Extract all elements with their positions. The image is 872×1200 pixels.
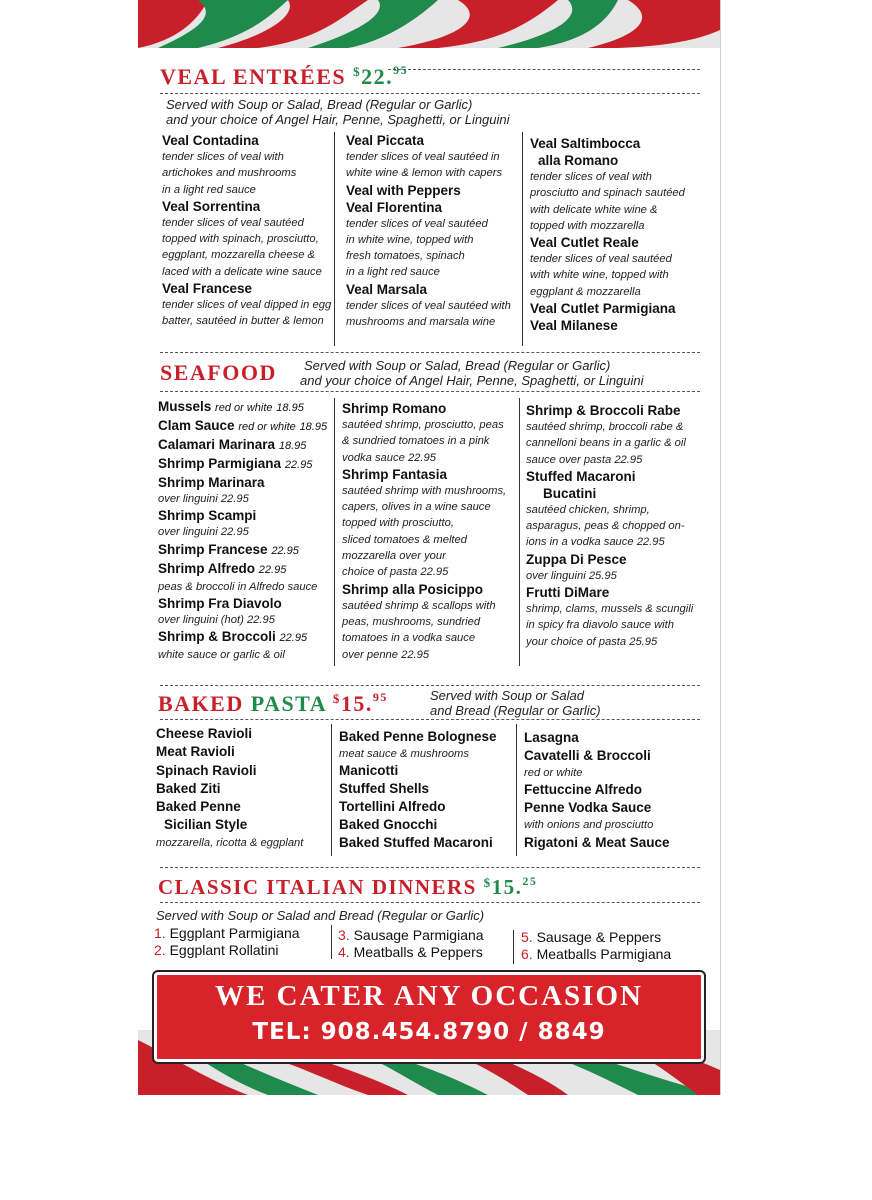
menu-item-name: Veal Francese (162, 281, 253, 297)
item-description: sautéed shrimp, prosciutto, peas (342, 419, 504, 431)
menu-item-name: Shrimp Fantasia (342, 466, 448, 482)
menu-item-name: Manicotti (339, 763, 399, 779)
baked-subtitle-line2: and Bread (Regular or Garlic) (430, 703, 601, 718)
menu-item-name: Veal Contadina (162, 133, 259, 148)
column-divider (516, 724, 517, 856)
catering-headline: WE CATER ANY OCCASION (215, 980, 643, 1012)
baked-column-2 (339, 728, 521, 852)
item-description: white sauce or garlic & oil (158, 649, 285, 662)
veal-column-1 (162, 132, 334, 330)
item-description: red or white (524, 767, 583, 779)
page-edge (720, 0, 721, 1095)
item-description: & sundried tomatoes in a pink (342, 435, 490, 448)
baked-column-3 (524, 729, 716, 852)
menu-item-name: Tortellini Alfredo (339, 799, 446, 815)
item-description: mozzarella, ricotta & eggplant (156, 836, 304, 849)
veal-served-with (166, 97, 510, 127)
item-description: tomatoes in a vodka sauce (342, 632, 476, 645)
item-description: fresh tomatoes, spinach (346, 250, 465, 263)
item-description: your choice of pasta 25.95 (526, 635, 658, 648)
divider (160, 902, 700, 903)
menu-item-name: Veal Florentina (346, 199, 443, 215)
baked-served-with (430, 688, 601, 718)
item-description: tender slices of veal with (530, 171, 652, 183)
menu-item-name: Veal Marsala (346, 281, 428, 297)
menu-item-name: Veal Piccata (346, 133, 425, 148)
item-description: mozzarella over your (342, 550, 446, 563)
menu-item-name: Cheese Ravioli (156, 726, 253, 741)
menu-item-name: Shrimp alla Posicippo (342, 581, 484, 597)
menu-item-name: Frutti DiMare (526, 585, 610, 601)
item-description: tender slices of veal with (162, 151, 284, 163)
item-description: peas & broccoli in Alfredo sauce (158, 580, 318, 593)
item-description: sliced tomatoes & melted (342, 533, 467, 546)
menu-item-name: Sicilian Style (164, 817, 248, 833)
menu-item-name: Baked Penne Bolognese (339, 729, 497, 744)
column-divider (331, 925, 332, 959)
seafood-column-3 (526, 402, 716, 650)
item-description: eggplant & mozzarella (530, 285, 641, 298)
veal-subtitle-line1: Served with Soup or Salad, Bread (Regular or Garlic) (166, 97, 473, 112)
classic-price: $15.25 (483, 874, 538, 899)
menu-item-name: Penne Vodka Sauce (524, 800, 652, 816)
item-description: laced with a delicate wine sauce (162, 265, 322, 278)
item-description: eggplant, mozzarella cheese & (162, 249, 315, 262)
item-description: over linguini 25.95 (526, 569, 617, 582)
item-description: choice of pasta 22.95 (342, 566, 449, 579)
menu-item-name: 3. Sausage Parmigiana (338, 927, 484, 943)
menu-item-name: 4. Meatballs & Peppers (338, 944, 483, 960)
item-description: in white wine, topped with (346, 233, 474, 246)
menu-item-name: alla Romano (538, 153, 619, 168)
menu-item-name: Baked Stuffed Macaroni (339, 835, 493, 851)
seafood-column-2 (342, 400, 522, 663)
menu-item-name: Spinach Ravioli (156, 762, 257, 778)
item-description: topped with spinach, prosciutto, (162, 233, 319, 246)
menu-item-name: Zuppa Di Pesce (526, 551, 627, 567)
item-description: sautéed shrimp & scallops with (342, 599, 496, 612)
menu-item-name: Stuffed Shells (339, 781, 430, 797)
item-description: sauce over pasta 22.95 (526, 453, 643, 466)
classic-served-with: Served with Soup or Salad and Bread (Regular or Garlic) (156, 908, 485, 923)
menu-item-name: Rigatoni & Meat Sauce (524, 834, 670, 850)
item-description: sautéed shrimp with mushrooms, (342, 484, 507, 497)
column-divider (522, 132, 523, 346)
seafood-section-title: SEAFOOD (160, 360, 277, 385)
seafood-served-with (300, 358, 644, 388)
veal-section-title: VEAL ENTRÉES $22.95 (160, 63, 409, 89)
menu-item-name: 1. Eggplant Parmigiana (154, 925, 300, 941)
menu-item-name: Mussels red or white 18.95 (158, 399, 304, 414)
divider (160, 685, 700, 686)
menu-item-name: 5. Sausage & Peppers (521, 929, 662, 945)
menu-item-name: 2. Eggplant Rollatini (154, 942, 279, 958)
column-divider (331, 724, 332, 856)
divider (388, 69, 700, 70)
menu-item-name: Veal Sorrentina (162, 198, 261, 214)
menu-item-name: Veal Milanese (530, 318, 618, 334)
menu-item-name: Shrimp Francese 22.95 (158, 541, 299, 557)
baked-column-1 (156, 725, 338, 851)
item-description: in a light red sauce (162, 183, 256, 196)
column-divider (334, 132, 335, 346)
column-divider (513, 930, 514, 964)
top-wave-banner (138, 0, 720, 48)
item-description: ions in a vodka sauce 22.95 (526, 536, 665, 549)
item-description: cannelloni beans in a garlic & oil (526, 437, 686, 450)
menu-item-name: Shrimp & Broccoli 22.95 (158, 629, 308, 645)
item-description: artichokes and mushrooms (162, 167, 297, 180)
classic-column-1 (154, 925, 338, 959)
item-description: over linguini 22.95 (158, 526, 249, 539)
item-description: shrimp, clams, mussels & scungili (526, 603, 694, 616)
item-description: meat sauce & mushrooms (339, 748, 469, 760)
divider (160, 391, 700, 392)
menu-item-name: Veal Cutlet Reale (530, 235, 639, 251)
catering-banner (154, 972, 704, 1062)
seafood-subtitle-line2: and your choice of Angel Hair, Penne, Spaghetti, or Linguini (300, 373, 644, 388)
seafood-column-1 (158, 398, 336, 663)
menu-item-name: Shrimp Romano (342, 401, 447, 416)
item-description: with onions and prosciutto (524, 819, 654, 832)
item-description: over linguini 22.95 (158, 493, 249, 505)
menu-item-name: Stuffed Macaroni (526, 468, 636, 484)
menu-item-name: Cavatelli & Broccoli (524, 748, 651, 763)
menu-item-name: Lasagna (524, 730, 579, 745)
item-description: mushrooms and marsala wine (346, 316, 496, 329)
item-description: peas, mushrooms, sundried (342, 615, 481, 628)
menu-item-name: Veal Saltimbocca (530, 136, 641, 151)
classic-column-2 (338, 927, 514, 961)
menu-item-name: Baked Penne (156, 799, 241, 815)
item-description: with delicate white wine & (530, 203, 658, 216)
menu-item-name: Veal Cutlet Parmigiana (530, 301, 676, 317)
item-description: asparagus, peas & chopped on- (526, 520, 685, 533)
item-description: sautéed chicken, shrimp, (526, 503, 650, 516)
item-description: topped with prosciutto, (342, 517, 454, 530)
menu-item-name: Baked Gnocchi (339, 817, 438, 833)
item-description: vodka sauce 22.95 (342, 451, 436, 464)
menu-item-name: Shrimp Marinara (158, 475, 265, 490)
menu-page (138, 0, 720, 1095)
menu-item-name: Meat Ravioli (156, 744, 235, 760)
divider (160, 867, 700, 868)
item-description: white wine & lemon with capers (346, 167, 503, 180)
menu-item-name: Bucatini (543, 485, 597, 501)
baked-section-title: BAKED PASTA $15.95 (158, 690, 388, 716)
item-description: topped with mozzarella (530, 219, 645, 232)
veal-subtitle-line2: and your choice of Angel Hair, Penne, Spaghetti, or Linguini (166, 112, 510, 127)
item-description: tender slices of veal sautéed with (346, 299, 511, 312)
item-description: tender slices of veal sautéed (530, 253, 672, 266)
menu-item-name: Veal with Peppers (346, 182, 461, 198)
column-divider (334, 398, 335, 666)
menu-item-name: Shrimp Scampi (158, 508, 257, 524)
menu-item-name: Shrimp Parmigiana 22.95 (158, 456, 313, 471)
menu-item-name: Shrimp & Broccoli Rabe (526, 403, 681, 418)
veal-column-3 (530, 135, 716, 334)
item-description: sautéed shrimp, broccoli rabe & (526, 421, 684, 433)
veal-column-2 (346, 132, 522, 330)
veal-price: $22.95 (353, 63, 409, 89)
item-description: tender slices of veal sautéed in (346, 151, 500, 163)
menu-item-name: Fettuccine Alfredo (524, 782, 643, 798)
item-description: in a light red sauce (346, 266, 440, 279)
menu-item-name: Shrimp Alfredo 22.95 (158, 560, 287, 576)
menu-item-name: Clam Sauce red or white 18.95 (158, 418, 328, 433)
item-description: with white wine, topped with (530, 269, 669, 282)
item-description: capers, olives in a wine sauce (342, 501, 491, 514)
item-description: prosciutto and spinach sautéed (530, 187, 685, 200)
item-description: in spicy fra diavolo sauce with (526, 619, 674, 632)
menu-item-name: Baked Ziti (156, 780, 221, 796)
divider (160, 719, 700, 720)
menu-item-name: Shrimp Fra Diavolo (158, 595, 282, 611)
divider (160, 352, 700, 353)
item-description: tender slices of veal dipped in egg (162, 299, 332, 312)
catering-phone: TEL: 908.454.8790 / 8849 (252, 1019, 606, 1045)
item-description: batter, sautéed in butter & lemon (162, 315, 324, 328)
item-description: over linguini (hot) 22.95 (158, 613, 275, 626)
classic-column-3 (521, 929, 717, 963)
baked-subtitle-line1: Served with Soup or Salad (430, 688, 584, 703)
menu-item-name: 6. Meatballs Parmigiana (521, 946, 672, 962)
item-description: over penne 22.95 (342, 648, 430, 661)
column-divider (519, 398, 520, 666)
item-description: tender slices of veal sautéed (346, 217, 488, 230)
item-description: tender slices of veal sautéed (162, 216, 304, 229)
menu-item-name: Calamari Marinara 18.95 (158, 437, 307, 452)
divider (160, 93, 700, 94)
baked-price: $15.95 (332, 690, 388, 716)
seafood-subtitle-line1: Served with Soup or Salad, Bread (Regular or Garlic) (304, 358, 611, 373)
classic-section-title: CLASSIC ITALIAN DINNERS $15.25 (158, 874, 538, 899)
